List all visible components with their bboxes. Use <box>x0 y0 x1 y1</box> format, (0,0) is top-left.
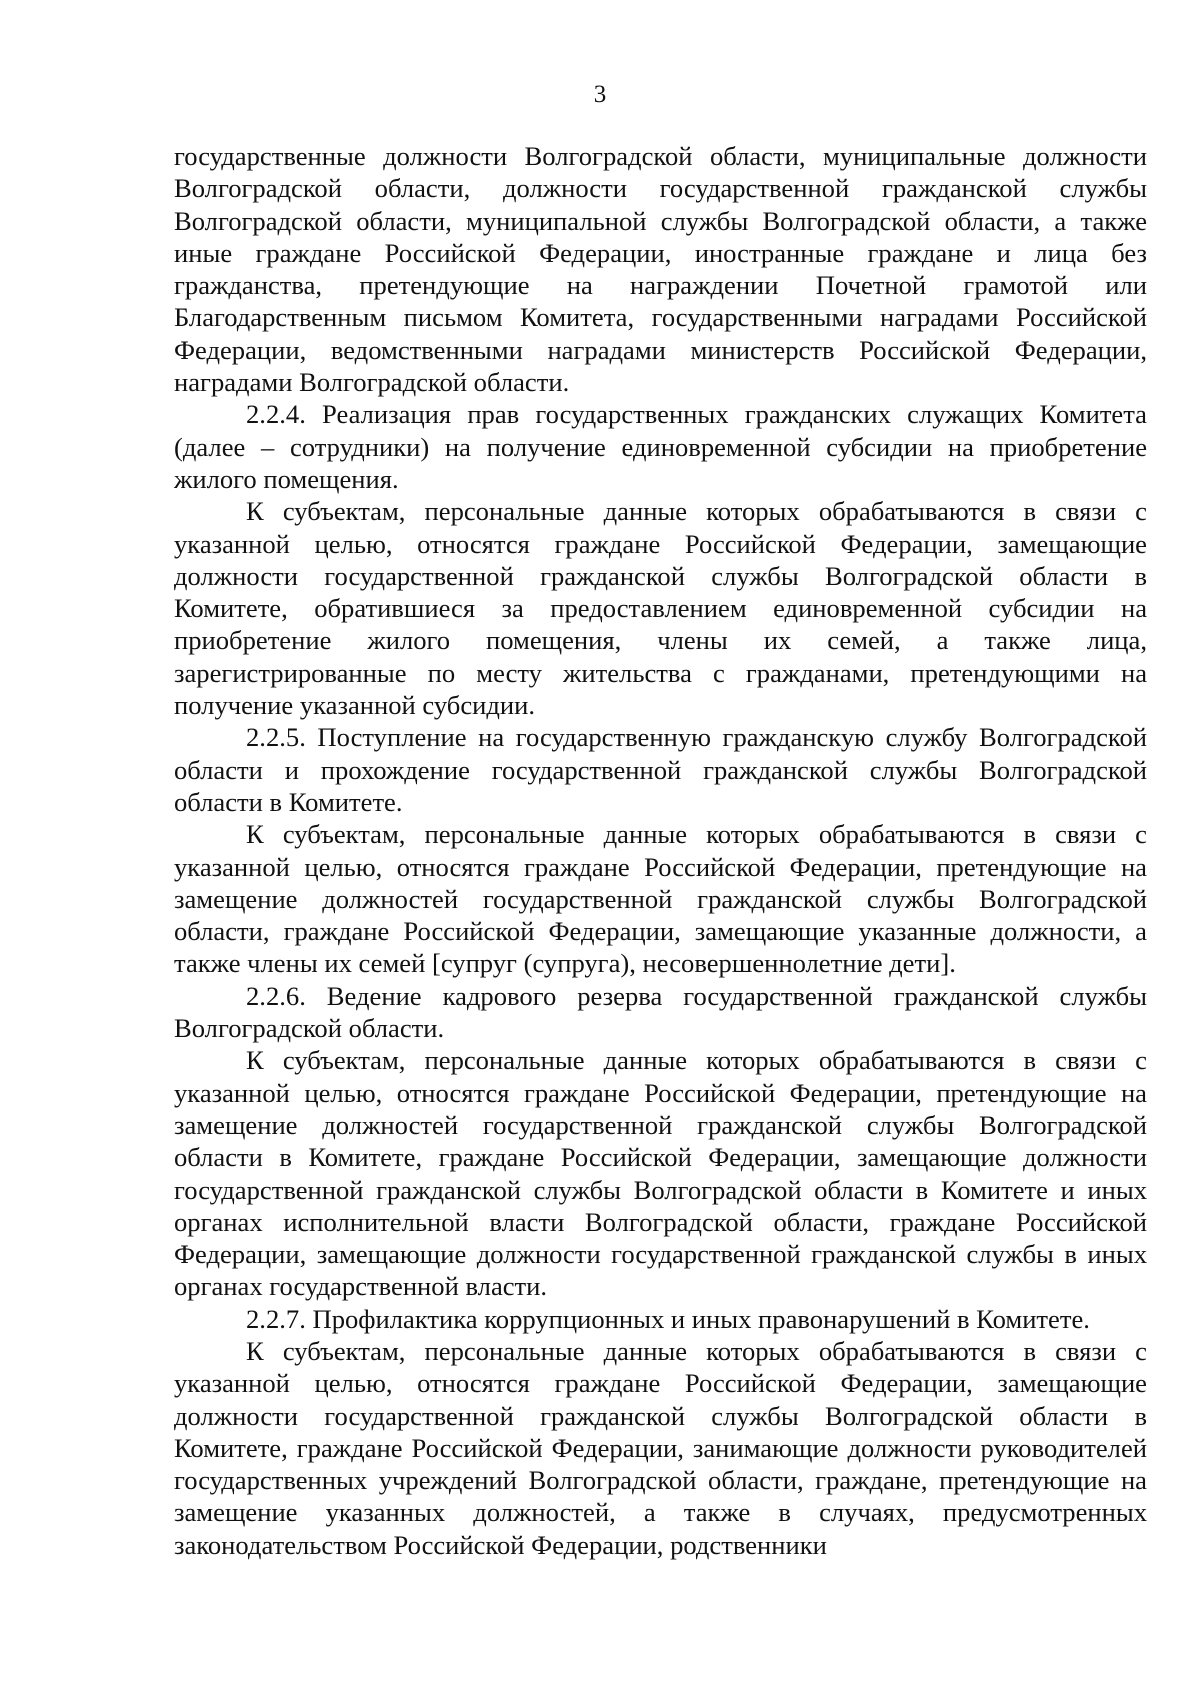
paragraph-subjects-2-2-5: К субъектам, персональные данные которых обрабатываются в связи с указанной целью, относятся граждане Российской Федерации, претендующие на замещение должностей государственной гражданской службы Волгоградской области, граждане Российской Федерации, замещающие указанные должности, а также члены их семей [супруг (супруга), несовершеннолетние дети]. <box>174 819 1147 979</box>
document-body <box>174 140 1147 1561</box>
page-number: 3 <box>593 81 607 108</box>
paragraph-continuation: государственные должности Волгоградской области, муниципальные должности Волгоградской области, должности государственной гражданской службы Волгоградской области, муниципальной службы Волгоградской области, а также иные граждане Российской Федерации, иностранные граждане и лица без гражданства, претендующие на награждении Почетной грамотой или Благодарственным письмом Комитета, государственными наградами Российской Федерации, ведомственными наградами министерств Российской Федерации, наградами Волгоградской области. <box>174 141 1147 398</box>
paragraph-subjects-2-2-6: К субъектам, персональные данные которых обрабатываются в связи с указанной целью, относятся граждане Российской Федерации, претендующие на замещение должностей государственной гражданской службы Волгоградской области в Комитете, граждане Российской Федерации, замещающие должности государственной гражданской службы Волгоградской области в Комитете и иных органах исполнительной власти Волгоградской области, граждане Российской Федерации, замещающие должности государственной гражданской службы в иных органах государственной власти. <box>174 1045 1147 1302</box>
paragraph-section-2-2-6: 2.2.6. Ведение кадрового резерва государственной гражданской службы Волгоградской области. <box>174 980 1147 1044</box>
paragraph-section-2-2-5: 2.2.5. Поступление на государственную гражданскую службу Волгоградской области и прохождение государственной гражданской службы Волгоградской области в Комитете. <box>174 722 1147 817</box>
paragraph-subjects-2-2-4: К субъектам, персональные данные которых обрабатываются в связи с указанной целью, относятся граждане Российской Федерации, замещающие должности государственной гражданской службы Волгоградской области в Комитете, обратившиеся за предоставлением единовременной субсидии на приобретение жилого помещения, члены их семей, а также лица, зарегистрированные по месту жительства с гражданами, претендующими на получение указанной субсидии. <box>174 496 1147 721</box>
paragraph-section-2-2-7: 2.2.7. Профилактика коррупционных и иных правонарушений в Комитете. <box>246 1303 1090 1334</box>
paragraph-section-2-2-4: 2.2.4. Реализация прав государственных гражданских служащих Комитета (далее – сотрудники) на получение единовременной субсидии на приобретение жилого помещения. <box>174 399 1147 494</box>
paragraph-subjects-2-2-7: К субъектам, персональные данные которых обрабатываются в связи с указанной целью, относятся граждане Российской Федерации, замещающие должности государственной гражданской службы Волгоградской области в Комитете, граждане Российской Федерации, занимающие должности руководителей государственных учреждений Волгоградской области, граждане, претендующие на замещение указанных должностей, а также в случаях, предусмотренных законодательством Российской Федерации, родственники <box>174 1335 1147 1560</box>
